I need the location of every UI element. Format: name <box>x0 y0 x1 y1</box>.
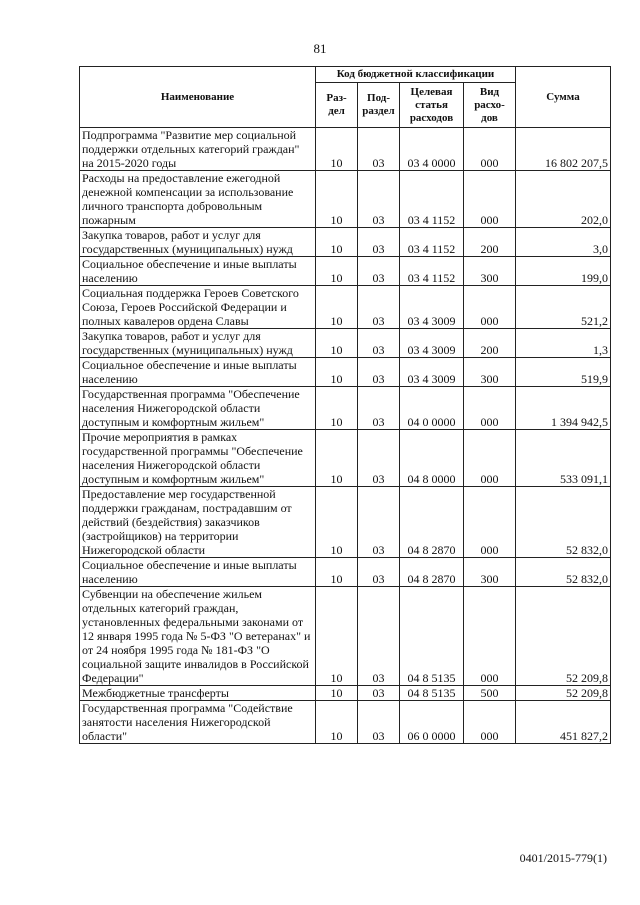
row-target: 04 8 5135 <box>400 587 464 686</box>
row-section: 10 <box>316 430 358 487</box>
row-name: Расходы на предоставление ежегодной денежной компенсации за использование личного транспорта добровольным пожарным <box>80 171 316 228</box>
budget-table <box>79 66 611 744</box>
row-subsection: 03 <box>358 286 400 329</box>
row-type: 000 <box>464 701 516 744</box>
row-section: 10 <box>316 487 358 558</box>
row-subsection: 03 <box>358 487 400 558</box>
row-section: 10 <box>316 387 358 430</box>
row-section: 10 <box>316 257 358 286</box>
row-section: 10 <box>316 686 358 701</box>
row-amount: 202,0 <box>516 171 611 228</box>
row-amount: 1,3 <box>516 329 611 358</box>
row-name: Социальная поддержка Героев Советского Союза, Героев Российской Федерации и полных кавалеров ордена Славы <box>80 286 316 329</box>
row-type: 300 <box>464 257 516 286</box>
row-name: Прочие мероприятия в рамках государственной программы "Обеспечение населения Нижегородской области доступным и комфортным жильем" <box>80 430 316 487</box>
row-type: 300 <box>464 358 516 387</box>
row-section: 10 <box>316 171 358 228</box>
row-subsection: 03 <box>358 358 400 387</box>
table-row <box>80 487 611 558</box>
row-subsection: 03 <box>358 686 400 701</box>
page-number: 81 <box>313 41 327 56</box>
row-amount: 16 802 207,5 <box>516 128 611 171</box>
row-section: 10 <box>316 701 358 744</box>
row-subsection: 03 <box>358 387 400 430</box>
row-type: 300 <box>464 558 516 587</box>
row-target: 04 8 5135 <box>400 686 464 701</box>
row-target: 03 4 3009 <box>400 358 464 387</box>
row-target: 03 4 0000 <box>400 128 464 171</box>
row-section: 10 <box>316 558 358 587</box>
table-row <box>80 358 611 387</box>
table-row <box>80 171 611 228</box>
row-subsection: 03 <box>358 257 400 286</box>
table-row <box>80 701 611 744</box>
row-section: 10 <box>316 128 358 171</box>
header-section: Раз- дел <box>316 83 358 128</box>
row-target: 03 4 1152 <box>400 228 464 257</box>
row-target: 03 4 3009 <box>400 329 464 358</box>
row-amount: 3,0 <box>516 228 611 257</box>
table-body <box>80 128 611 744</box>
row-target: 04 8 2870 <box>400 558 464 587</box>
header-classification-group: Код бюджетной классификации <box>316 67 516 83</box>
row-name: Закупка товаров, работ и услуг для государственных (муниципальных) нужд <box>80 329 316 358</box>
row-amount: 52 832,0 <box>516 487 611 558</box>
table-row <box>80 430 611 487</box>
table-row <box>80 387 611 430</box>
row-subsection: 03 <box>358 228 400 257</box>
row-target: 04 8 2870 <box>400 487 464 558</box>
row-target: 04 8 0000 <box>400 430 464 487</box>
row-name: Межбюджетные трансферты <box>80 686 316 701</box>
table-row <box>80 228 611 257</box>
row-target: 04 0 0000 <box>400 387 464 430</box>
document-code: 0401/2015-779(1) <box>519 851 607 865</box>
row-section: 10 <box>316 587 358 686</box>
row-target: 03 4 1152 <box>400 257 464 286</box>
row-section: 10 <box>316 228 358 257</box>
row-amount: 1 394 942,5 <box>516 387 611 430</box>
table-row <box>80 257 611 286</box>
row-amount: 199,0 <box>516 257 611 286</box>
row-name: Социальное обеспечение и иные выплаты населению <box>80 257 316 286</box>
row-type: 000 <box>464 387 516 430</box>
row-amount: 52 209,8 <box>516 686 611 701</box>
row-target: 06 0 0000 <box>400 701 464 744</box>
row-type: 200 <box>464 228 516 257</box>
row-amount: 521,2 <box>516 286 611 329</box>
row-amount: 451 827,2 <box>516 701 611 744</box>
row-amount: 533 091,1 <box>516 430 611 487</box>
table-row <box>80 128 611 171</box>
table-row <box>80 286 611 329</box>
row-section: 10 <box>316 286 358 329</box>
row-amount: 52 832,0 <box>516 558 611 587</box>
table-row <box>80 587 611 686</box>
row-name: Подпрограмма "Развитие мер социальной поддержки отдельных категорий граждан" на 2015-2020 годы <box>80 128 316 171</box>
row-amount: 519,9 <box>516 358 611 387</box>
table-row <box>80 329 611 358</box>
row-type: 000 <box>464 430 516 487</box>
table-row <box>80 686 611 701</box>
row-type: 000 <box>464 487 516 558</box>
header-subsection: Под- раздел <box>358 83 400 128</box>
row-name: Предоставление мер государственной поддержки гражданам, пострадавшим от действий (бездействия) заказчиков (застройщиков) на территории Нижегородской области <box>80 487 316 558</box>
row-subsection: 03 <box>358 587 400 686</box>
row-name: Социальное обеспечение и иные выплаты населению <box>80 558 316 587</box>
row-target: 03 4 1152 <box>400 171 464 228</box>
row-type: 200 <box>464 329 516 358</box>
row-subsection: 03 <box>358 430 400 487</box>
header-amount: Сумма <box>516 67 611 128</box>
row-section: 10 <box>316 329 358 358</box>
header-name: Наименование <box>80 67 316 128</box>
table-row <box>80 558 611 587</box>
header-target: Целевая статья расходов <box>400 83 464 128</box>
row-section: 10 <box>316 358 358 387</box>
row-name: Государственная программа "Обеспечение населения Нижегородской области доступным и комфортным жильем" <box>80 387 316 430</box>
row-subsection: 03 <box>358 701 400 744</box>
row-type: 000 <box>464 128 516 171</box>
row-subsection: 03 <box>358 558 400 587</box>
row-subsection: 03 <box>358 329 400 358</box>
row-name: Социальное обеспечение и иные выплаты населению <box>80 358 316 387</box>
row-type: 500 <box>464 686 516 701</box>
row-name: Государственная программа "Содействие занятости населения Нижегородской области" <box>80 701 316 744</box>
row-name: Субвенции на обеспечение жильем отдельных категорий граждан, установленных федеральными законами от 12 января 1995 года № 5-ФЗ "О ветеранах" и от 24 ноября 1995 года № 181-ФЗ "О социальной защите инвалидов в Российской Федерации" <box>80 587 316 686</box>
row-type: 000 <box>464 171 516 228</box>
header-type: Вид расхо- дов <box>464 83 516 128</box>
row-type: 000 <box>464 286 516 329</box>
row-subsection: 03 <box>358 128 400 171</box>
row-name: Закупка товаров, работ и услуг для государственных (муниципальных) нужд <box>80 228 316 257</box>
row-type: 000 <box>464 587 516 686</box>
row-subsection: 03 <box>358 171 400 228</box>
row-amount: 52 209,8 <box>516 587 611 686</box>
row-target: 03 4 3009 <box>400 286 464 329</box>
